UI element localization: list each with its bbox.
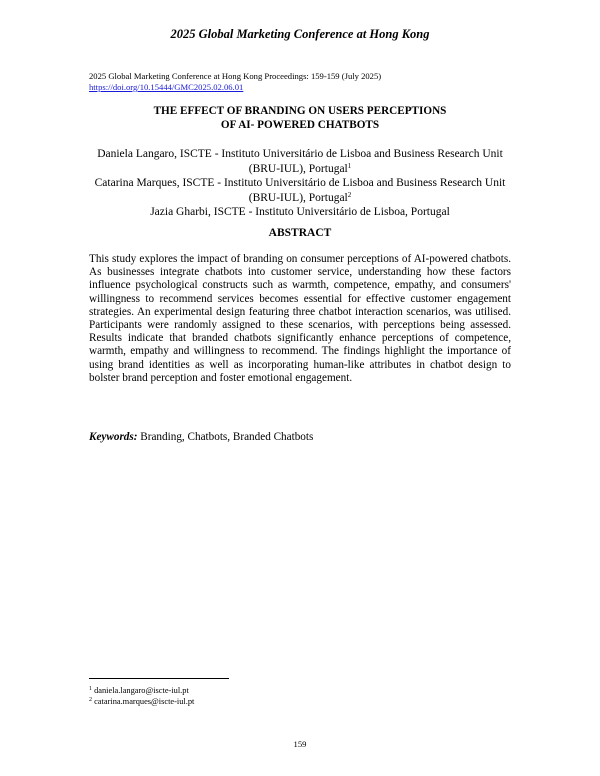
footnote-2-mark: 2	[89, 697, 92, 703]
paper-title	[0, 104, 600, 132]
doi-link[interactable]: https://doi.org/10.15444/GMC2025.02.06.01	[89, 82, 244, 92]
author-1-affiliation: Daniela Langaro, ISCTE - Instituto Universitário de Lisboa and Business Research Unit	[97, 148, 503, 160]
paper-title-line-2: OF AI- POWERED CHATBOTS	[220, 119, 380, 131]
footnote-divider	[89, 678, 229, 679]
proceedings-citation: 2025 Global Marketing Conference at Hong Kong Proceedings: 159-159 (July 2025)	[89, 71, 382, 81]
footnotes	[89, 685, 389, 707]
keywords	[89, 431, 511, 443]
author-list	[50, 147, 550, 220]
author-1-footnote-mark: 1	[347, 161, 352, 170]
footnote-1	[89, 685, 389, 696]
keywords-label: Keywords:	[89, 431, 138, 443]
running-header: 2025 Global Marketing Conference at Hong Kong	[170, 27, 430, 41]
paper-title-line-1: THE EFFECT OF BRANDING ON USERS PERCEPTIONS	[153, 105, 447, 117]
footnote-2-email: catarina.marques@iscte-iul.pt	[94, 697, 195, 706]
author-2-footnote-mark: 2	[347, 190, 352, 199]
proceedings-info	[89, 71, 519, 93]
abstract-heading: ABSTRACT	[268, 227, 332, 239]
author-2-country: (BRU-IUL), Portugal	[248, 191, 348, 204]
author-2-affiliation: Catarina Marques, ISCTE - Instituto Universitário de Lisboa and Business Research Unit	[94, 177, 506, 189]
footnote-1-email: daniela.langaro@iscte-iul.pt	[94, 686, 189, 695]
footnote-2	[89, 696, 389, 707]
author-1-country: (BRU-IUL), Portugal	[248, 162, 348, 175]
author-1-affiliation-cont	[50, 162, 550, 177]
footnote-1-mark: 1	[89, 686, 92, 692]
author-3-affiliation: Jazia Gharbi, ISCTE - Instituto Universitário de Lisboa, Portugal	[150, 206, 450, 218]
page-number: 159	[293, 739, 307, 749]
author-2-affiliation-cont	[50, 191, 550, 206]
keywords-values: Branding, Chatbots, Branded Chatbots	[140, 431, 314, 443]
abstract-text: This study explores the impact of branding on consumer perceptions of AI-powered chatbots. As businesses integrate chatbots into customer service, understanding how these factors influence psychological constructs such as warmth, competence, empathy, and consumers' willingness to recommend services becomes essential for effective customer engagement strategies. An experimental design featuring three chatbot interaction scenarios, was utilised. Participants were randomly assigned to these scenarios, with perceptions being assessed. Results indicate that branded chatbots significantly enhance perceptions of competence, warmth, empathy and willingness to recommend. The findings highlight the importance of using brand identities as well as incorporating human-like attributes in chatbot design to bolster brand perception and foster emotional engagement.	[89, 253, 511, 384]
